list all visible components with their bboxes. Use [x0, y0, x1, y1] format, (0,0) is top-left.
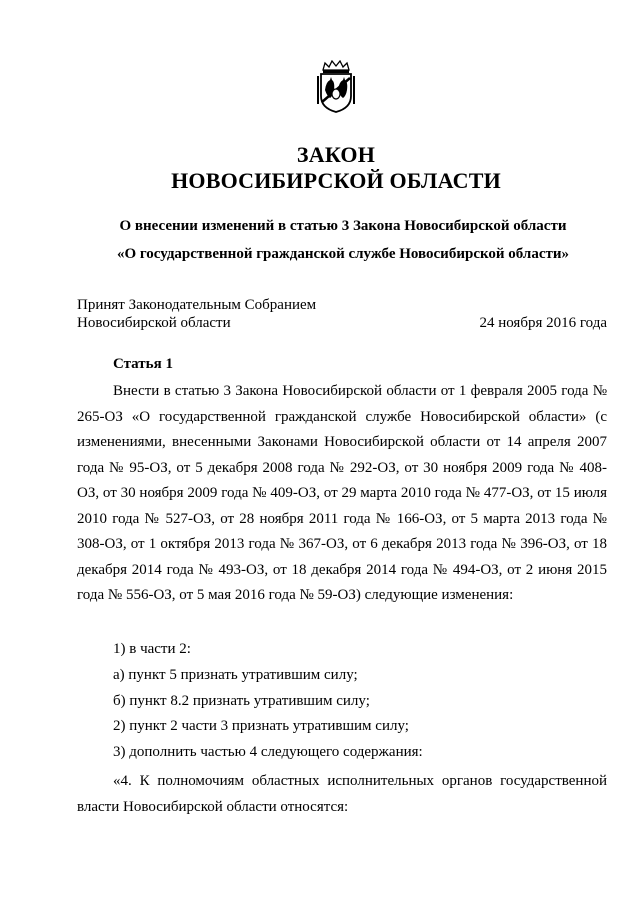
article-intro-paragraph: Внести в статью 3 Закона Новосибирской области от 1 февраля 2005 года № 265-ОЗ «О государственной гражданской службе Новосибирской области» (с изменениями, внесенными Законами Новосибирской области от 14 апреля 2007 года № 95-ОЗ, от 5 декабря 2008 года № 292-ОЗ, от 30 ноября 2009 года № 408-ОЗ, от 30 ноября 2009 года № 409-ОЗ, от 29 марта 2010 года № 477-ОЗ, от 15 июля 2010 года № 527-ОЗ, от 28 ноября 2011 года № 166-ОЗ, от 5 марта 2013 года № 308-ОЗ, от 1 октября 2013 года № 367-ОЗ, от 6 декабря 2013 года № 396-ОЗ, от 18 декабря 2014 года № 493-ОЗ, от 18 декабря 2014 года № 494-ОЗ, от 2 июня 2015 года № 556-ОЗ, от 5 мая 2016 года № 59-ОЗ) следующие изменения:	[77, 383, 607, 603]
adoption-date: 24 ноября 2016 года	[479, 315, 607, 331]
adoption-line2-text: Новосибирской области	[77, 315, 231, 331]
adoption-line1: Принят Законодательным Собранием	[77, 297, 317, 313]
article-item: 2) пункт 2 части 3 признать утратившим силу;	[113, 718, 409, 734]
article-item: б) пункт 8.2 признать утратившим силу;	[113, 693, 370, 709]
article-title: Статья 1	[113, 356, 173, 372]
document-subtitle-line1: О внесении изменений в статью 3 Закона Новосибирской области	[119, 218, 567, 234]
document-title-line1: ЗАКОН	[296, 142, 376, 167]
adoption-line2	[77, 314, 607, 332]
article-item: 1) в части 2:	[113, 641, 191, 657]
coat-of-arms-emblem	[315, 60, 357, 114]
document-title-line2: НОВОСИБИРСКОЙ ОБЛАСТИ	[171, 168, 501, 193]
article-item: а) пункт 5 признать утратившим силу;	[113, 667, 358, 683]
quoted-paragraph: «4. К полномочиям областных исполнительных органов государственной власти Новосибирской области относятся:	[77, 773, 607, 815]
document-subtitle-line2: «О государственной гражданской службе Новосибирской области»	[116, 246, 570, 262]
article-item: 3) дополнить частью 4 следующего содержания:	[113, 744, 423, 760]
